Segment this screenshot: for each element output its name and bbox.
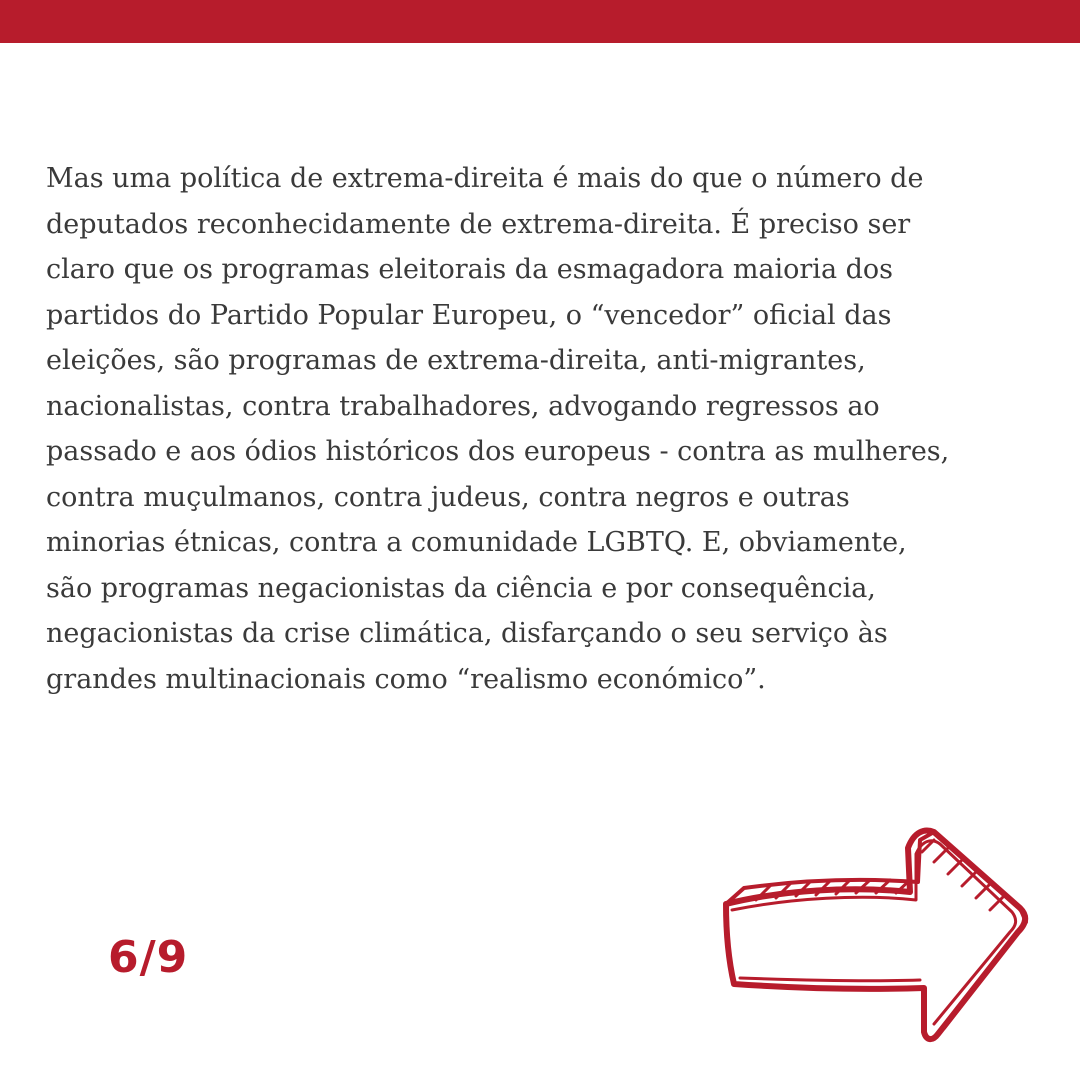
page-counter: 6/9 — [108, 932, 189, 983]
top-accent-bar — [0, 0, 1080, 43]
body-line-5: eleições, são programas de extrema-direita, anti-migrantes, — [46, 345, 866, 376]
body-line-11: negacionistas da crise climática, disfarçando o seu serviço às — [46, 618, 888, 649]
body-line-6: nacionalistas, contra trabalhadores, advogando regressos ao — [46, 390, 880, 422]
body-line-9: minorias étnicas, contra a comunidade LGBTQ. E, obviamente, — [46, 527, 907, 558]
body-line-8: contra muçulmanos, contra judeus, contra negros e outras — [46, 481, 850, 513]
body-paragraph — [46, 156, 1046, 702]
body-line-3: claro que os programas eleitorais da esmagadora maioria dos — [46, 254, 894, 285]
body-line-1: Mas uma política de extrema-direita é mais do que o número de — [46, 163, 924, 194]
body-line-7: passado e aos ódios históricos dos europeus - contra as mulheres, — [46, 436, 950, 467]
hand-drawn-right-arrow-icon[interactable] — [712, 818, 1042, 1058]
body-line-4: partidos do Partido Popular Europeu, o “vencedor” oficial das — [46, 299, 892, 331]
body-line-10: são programas negacionistas da ciência e por consequência, — [46, 572, 876, 604]
body-line-2: deputados reconhecidamente de extrema-direita. É preciso ser — [46, 208, 911, 240]
body-line-12: grandes multinacionais como “realismo económico”. — [46, 663, 766, 695]
